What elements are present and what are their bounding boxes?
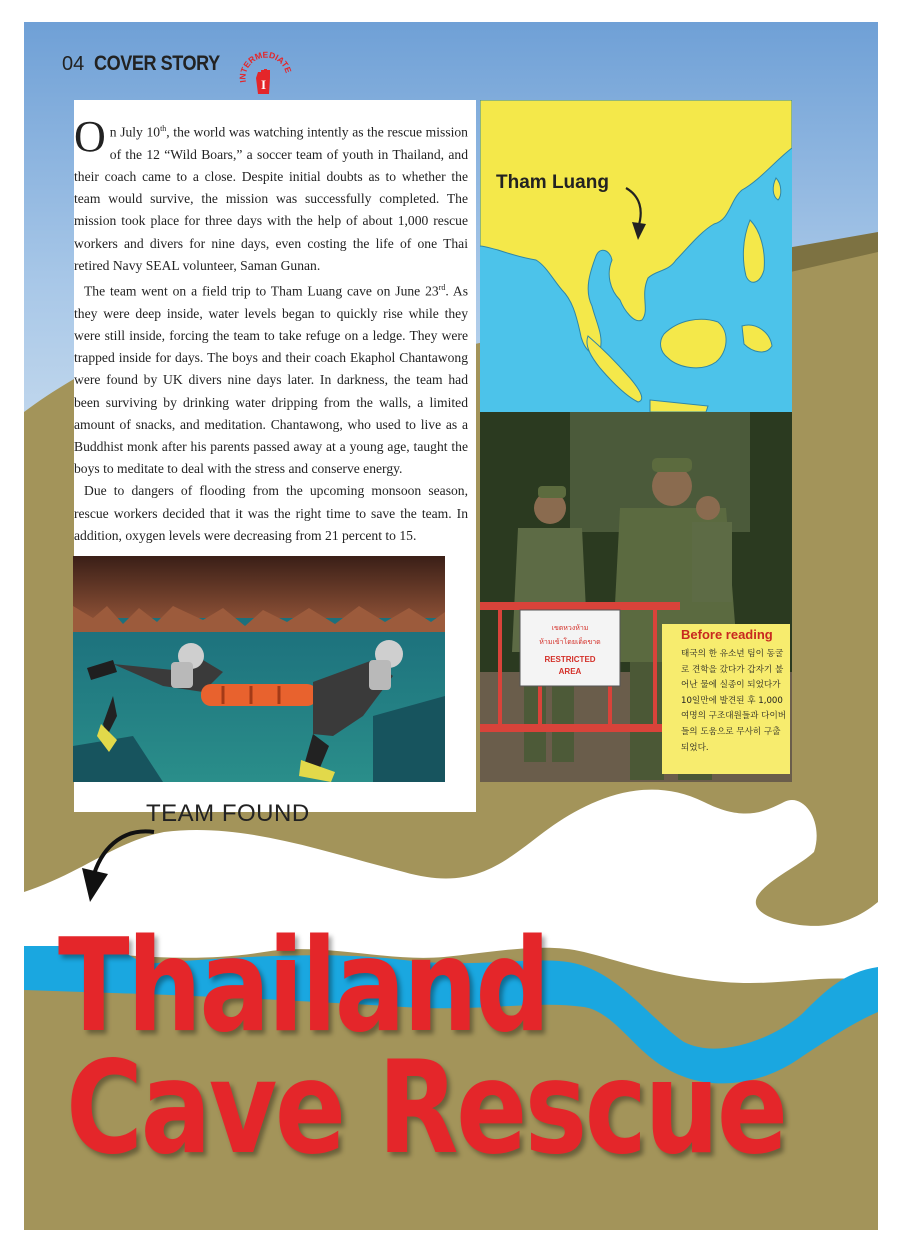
intermediate-level-badge — [232, 50, 296, 100]
drop-cap: O — [74, 112, 106, 161]
headline-line-1: Thailand — [58, 912, 549, 1061]
before-reading-title: Before reading — [681, 627, 773, 642]
sign-thai-1: เขตหวงห้าม — [551, 624, 589, 632]
cave-ceiling — [73, 556, 445, 618]
issue-number: 04 — [62, 52, 85, 75]
restricted-sign — [520, 610, 620, 686]
level-badge-text: INTERMEDIATE — [237, 50, 294, 84]
sign-line-1: RESTRICTED — [544, 655, 596, 664]
curved-arrow-icon — [94, 831, 154, 874]
headline-line-2: Cave Rescue — [66, 1034, 786, 1183]
team-found-label: TEAM FOUND — [146, 800, 310, 827]
article-paragraph-1: On July 10th, the world was watching intently as the rescue mission of the 12 “Wild Boars,” a soccer team of youth in Thailand, and their coach came to a close. Despite initial doubts as to whether the team would survive, the mission was successfully completed. The mission took place for three days with the help of about 1,000 rescue workers and divers for nine days, even costing the life of one Thai retired Navy SEAL volunteer, Saman Gunan. — [74, 112, 468, 273]
southeast-asia-map — [480, 100, 792, 412]
level-badge-letter: I — [260, 77, 267, 92]
before-reading-text: 태국의 한 유소년 팀이 동굴로 견학을 갔다가 갑자기 불어난 물에 실종이 되었다가 10일만에 발견된 후 1,000여명의 구조대원들과 다이버들의 도움으로 무사히 구출되었다. — [681, 649, 787, 753]
map-label: Tham Luang — [496, 172, 609, 193]
divers-illustration — [73, 556, 445, 782]
article-body — [74, 112, 469, 547]
sign-thai-2: ห้ามเข้าโดยเด็ดขาด — [539, 638, 601, 646]
article-paragraph-3: Due to dangers of flooding from the upcoming monsoon season, rescue workers decided that it was the right time to save the team. In addition, oxygen levels were decreasing from 21 percent to 15. — [74, 483, 468, 543]
team-found-arrow — [80, 822, 160, 906]
sign-line-2: AREA — [558, 667, 582, 676]
page-header — [62, 52, 240, 76]
article-paragraph-2: The team went on a field trip to Tham Luang cave on June 23rd. As they were deep inside, water levels began to quickly rise while they were still inside, forcing the team to take refuge on a ledge. They were trapped inside for days. The boys and their coach Ekaphol Chantawong were found by UK divers nine days later. In darkness, the team had been surviving by drinking water dripping from the walls, a limited amount of snacks, and meditation. Chantawong, who used to live as a Buddhist monk after his parents passed away at a young age, taught the boys to meditate to deal with the stress and conserve energy. — [74, 282, 469, 477]
section-title: COVER STORY — [94, 52, 220, 75]
arrow-head-icon — [82, 868, 108, 902]
stretcher — [201, 684, 317, 706]
